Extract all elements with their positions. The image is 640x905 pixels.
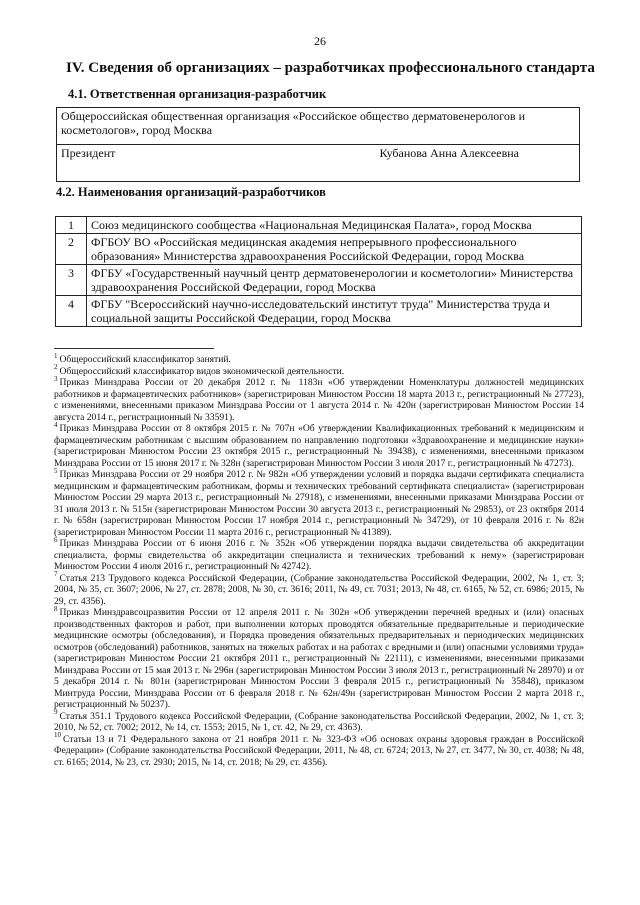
developer-number: 3 <box>56 265 87 296</box>
footnote-text: Приказ Минздрава России от 6 июня 2016 г. № 352н «Об утверждении порядка выдачи свидетельства об аккредитации специалиста, формы свидетельства об аккредитации специалиста и технических требований к нему» (зарегистрирован Минюстом России 4 июля 2016 г., регистрационный № 42742). <box>54 538 584 572</box>
developer-row <box>56 296 582 327</box>
responsible-table <box>56 107 580 182</box>
footnote-text: Статья 351.1 Трудового кодекса Российской Федерации, (Собрание законодательства Российской Федерации, 2002, № 1, ст. 3; 2010, № 52, ст. 7002; 2012, № 14, ст. 1553; 2015, № 1, ст. 42, № 29, ст. 4363). <box>54 710 584 733</box>
footnote-text: Статья 213 Трудового кодекса Российской Федерации, (Собрание законодательства Российской Федерации, 2002, № 1, ст. 3; 2004, № 35, ст. 3607; 2006, № 27, ст. 2878; 2008, № 30, ст. 3616; 2011, № 49, ст. 7031; 2013, № 48, ст. 6165, № 52, ст. 6986; 2015, № 29, ст. 4356). <box>54 572 584 607</box>
footnote-number: 1 <box>54 351 58 360</box>
footnote <box>54 570 584 608</box>
footnote-number: 9 <box>54 708 58 717</box>
footnote <box>54 604 584 711</box>
developer-name: Союз медицинского сообщества «Национальная Медицинская Палата», город Москва <box>87 217 582 234</box>
section-title: IV. Сведения об организациях – разработчиках профессионального стандарта <box>66 60 595 76</box>
footnote <box>54 374 584 423</box>
page-number: 26 <box>314 34 326 48</box>
footnote <box>54 708 584 734</box>
responsible-organization: Общероссийская общественная организация «Российское общество дерматовенерологов и косметологов», город Москва <box>57 108 580 145</box>
footnote-text: Общероссийский классификатор видов экономической деятельности. <box>59 365 345 377</box>
footnote <box>54 731 584 769</box>
developer-number: 2 <box>56 234 87 265</box>
developer-name: ФГБУ "Всероссийский научно-исследовательский институт труда" Министерства труда и социальной защиты Российской Федерации, город Москва <box>87 296 582 327</box>
developer-number: 1 <box>56 217 87 234</box>
responsible-position: Президент <box>61 146 116 160</box>
footnote <box>54 535 584 573</box>
developer-row <box>56 217 582 234</box>
developer-name: ФГБОУ ВО «Российская медицинская академия непрерывного профессионального образования» Министерства здравоохранения Российской Федерации, город Москва <box>87 234 582 265</box>
responsible-signatory-row <box>57 145 580 182</box>
footnote <box>54 466 584 538</box>
footnote-number: 3 <box>54 374 58 383</box>
footnote-text: Приказ Минздрава России от 20 декабря 2012 г. № 1183н «Об утверждении Номенклатуры должностей медицинских работников и фармацевтических работников» (зарегистрирован Минюстом России 18 марта 2013 г., регистрационный № 27723), с изменениями, внесенными приказом Минздрава России от 1 августа 2014 г. № 420н (зарегистрирован Минюстом России 14 августа 2014 г., регистрационный № 33591). <box>54 377 584 423</box>
footnote-text: Приказ Минздрава России от 29 ноября 2012 г. № 982н «Об утверждении условий и порядка выдачи сертификата специалиста медицинским и фармацевтическим работникам, формы и технических требований сертификата специалиста» (зарегистрирован Минюстом России 29 марта 2013 г., регистрационный № 27918), с изменениями, внесенными приказами Минздрава России от 31 июля 2013 г. № 515н (зарегистрирован Минюстом России 30 августа 2013 г., регистрационный № 29853), от 23 октября 2014 г. № 658н (зарегистрирован Минюстом России 17 ноября 2014 г., регистрационный № 34729), от 10 февраля 2016 г. № 82н (зарегистрирован Минюстом России 11 марта 2016 г., регистрационный № 41389). <box>54 469 584 538</box>
footnote-number: 10 <box>54 731 61 740</box>
footnote-text: Общероссийский классификатор занятий. <box>59 354 231 365</box>
footnote <box>54 420 584 469</box>
developer-name: ФГБУ «Государственный научный центр дерматовенерологии и косметологии» Министерства здравоохранения Российской Федерации, город Москва <box>87 265 582 296</box>
responsible-person: Кубанова Анна Алексеевна <box>379 146 519 160</box>
developers-table <box>55 216 582 327</box>
developer-row <box>56 265 582 296</box>
footnote-number: 8 <box>54 604 58 613</box>
footnote <box>54 363 584 378</box>
footnote-text: Статьи 13 и 71 Федерального закона от 21 ноября 2011 г. № 323-ФЗ «Об основах охраны здоровья граждан в Российской Федерации» (Собрание законодательства Российской Федерации, 2011, № 48, ст. 6724; 2013, № 27, ст. 3477, № 30, ст. 4038; № 48, ст. 6165; 2014, № 23, ст. 2930; 2015, № 14, ст. 2018; № 29, ст. 4356). <box>54 733 584 768</box>
footnote-number: 7 <box>54 570 58 579</box>
footnotes <box>54 351 584 768</box>
developer-row <box>56 234 582 265</box>
footnote-number: 2 <box>54 363 58 372</box>
footnote-separator <box>54 348 214 349</box>
footnote <box>54 351 584 366</box>
responsible-heading: 4.1. Ответственная организация-разработчик <box>68 87 327 101</box>
footnote-number: 6 <box>54 535 58 544</box>
footnote-text: Приказ Минздравсоцразвития России от 12 апреля 2011 г. № 302н «Об утверждении перечней вредных и (или) опасных производственных факторов и работ, при выполнении которых проводятся обязательные предварительные и периодические медицинские осмотры (обследования), и Порядка проведения обязательных предварительных и периодических медицинских осмотров (обследований) работников, занятых на тяжелых работах и на работах с вредными и (или) опасными условиями труда» (зарегистрирован Минюстом России 21 октября 2011 г., регистрационный № 22111), с изменениями, внесенными приказами Минздрава России от 15 мая 2013 г. № 296н (зарегистрирован Минюстом России 3 июля 2013 г., регистрационный № 28970) и от 5 декабря 2014 г. № 801н (зарегистрирован Минюстом России 3 февраля 2015 г., регистрационный № 35848), приказом Минтруда России, Минздрава России от 6 февраля 2018 г. № 62н/49н (зарегистрирован Минюстом России 2 марта 2018 г., регистрационный № 50237). <box>54 607 584 710</box>
footnote-text: Приказ Минздрава России от 8 октября 2015 г. № 707н «Об утверждении Квалификационных требований к медицинским и фармацевтическим работникам с высшим образованием по направлению подготовки «Здравоохранение и медицинские науки» (зарегистрирован Минюстом России 23 октября 2015 г., регистрационный № 39438), с изменениями, внесенными приказом Минздрава России от 15 июня 2017 г. № 328н (зарегистрирован Минюстом России 3 июля 2017 г., регистрационный № 47273). <box>54 423 584 469</box>
developer-number: 4 <box>56 296 87 327</box>
footnote-number: 5 <box>54 466 58 475</box>
developers-heading: 4.2. Наименования организаций-разработчиков <box>56 185 326 199</box>
footnote-number: 4 <box>54 420 58 429</box>
